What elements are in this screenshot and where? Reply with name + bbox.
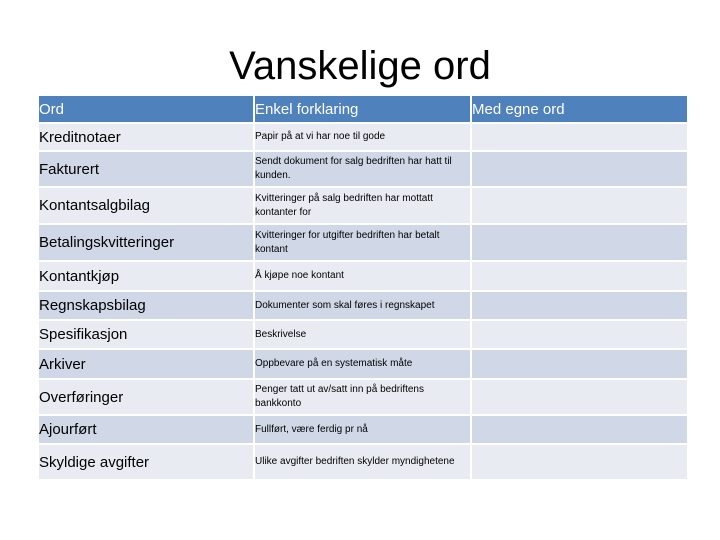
table-row: [39, 262, 687, 290]
header-own-words: Med egne ord: [472, 96, 687, 122]
explanation-cell: Beskrivelse: [255, 321, 470, 348]
explanation-cell: Kvitteringer på salg bedriften har mottatt kontanter for: [255, 188, 470, 223]
word-cell: Kontantsalgbilag: [39, 188, 253, 223]
header-explanation: Enkel forklaring: [255, 96, 470, 122]
word-cell: Kreditnotaer: [39, 124, 253, 150]
table-row: [39, 380, 687, 414]
word-cell: Overføringer: [39, 380, 253, 414]
own-words-cell[interactable]: [472, 225, 687, 260]
own-words-cell[interactable]: [472, 124, 687, 150]
own-words-cell[interactable]: [472, 292, 687, 319]
explanation-cell: Penger tatt ut av/satt inn på bedriftens bankkonto: [255, 380, 470, 414]
own-words-cell[interactable]: [472, 380, 687, 414]
table-header-row: [39, 96, 687, 122]
explanation-cell: Ulike avgifter bedriften skylder myndighetene: [255, 445, 470, 479]
explanation-cell: Fullført, være ferdig pr nå: [255, 416, 470, 443]
word-cell: Fakturert: [39, 152, 253, 186]
word-cell: Kontantkjøp: [39, 262, 253, 290]
word-cell: Regnskapsbilag: [39, 292, 253, 319]
explanation-cell: Papir på at vi har noe til gode: [255, 124, 470, 150]
table-row: [39, 152, 687, 186]
own-words-cell[interactable]: [472, 188, 687, 223]
vocabulary-table: [37, 94, 689, 481]
own-words-cell[interactable]: [472, 416, 687, 443]
page-title: Vanskelige ord: [229, 44, 491, 88]
own-words-cell[interactable]: [472, 350, 687, 378]
explanation-cell: Kvitteringer for utgifter bedriften har betalt kontant: [255, 225, 470, 260]
own-words-cell[interactable]: [472, 152, 687, 186]
table-row: [39, 188, 687, 223]
explanation-cell: Sendt dokument for salg bedriften har hatt til kunden.: [255, 152, 470, 186]
own-words-cell[interactable]: [472, 262, 687, 290]
table-row: [39, 225, 687, 260]
table-row: [39, 321, 687, 348]
word-cell: Skyldige avgifter: [39, 445, 253, 479]
own-words-cell[interactable]: [472, 445, 687, 479]
explanation-cell: Å kjøpe noe kontant: [255, 262, 470, 290]
explanation-cell: Dokumenter som skal føres i regnskapet: [255, 292, 470, 319]
word-cell: Betalingskvitteringer: [39, 225, 253, 260]
word-cell: Arkiver: [39, 350, 253, 378]
table-row: [39, 445, 687, 479]
table-row: [39, 350, 687, 378]
table-row: [39, 124, 687, 150]
word-cell: Ajourført: [39, 416, 253, 443]
header-word: Ord: [39, 96, 253, 122]
explanation-cell: Oppbevare på en systematisk måte: [255, 350, 470, 378]
own-words-cell[interactable]: [472, 321, 687, 348]
word-cell: Spesifikasjon: [39, 321, 253, 348]
table-row: [39, 416, 687, 443]
table-row: [39, 292, 687, 319]
